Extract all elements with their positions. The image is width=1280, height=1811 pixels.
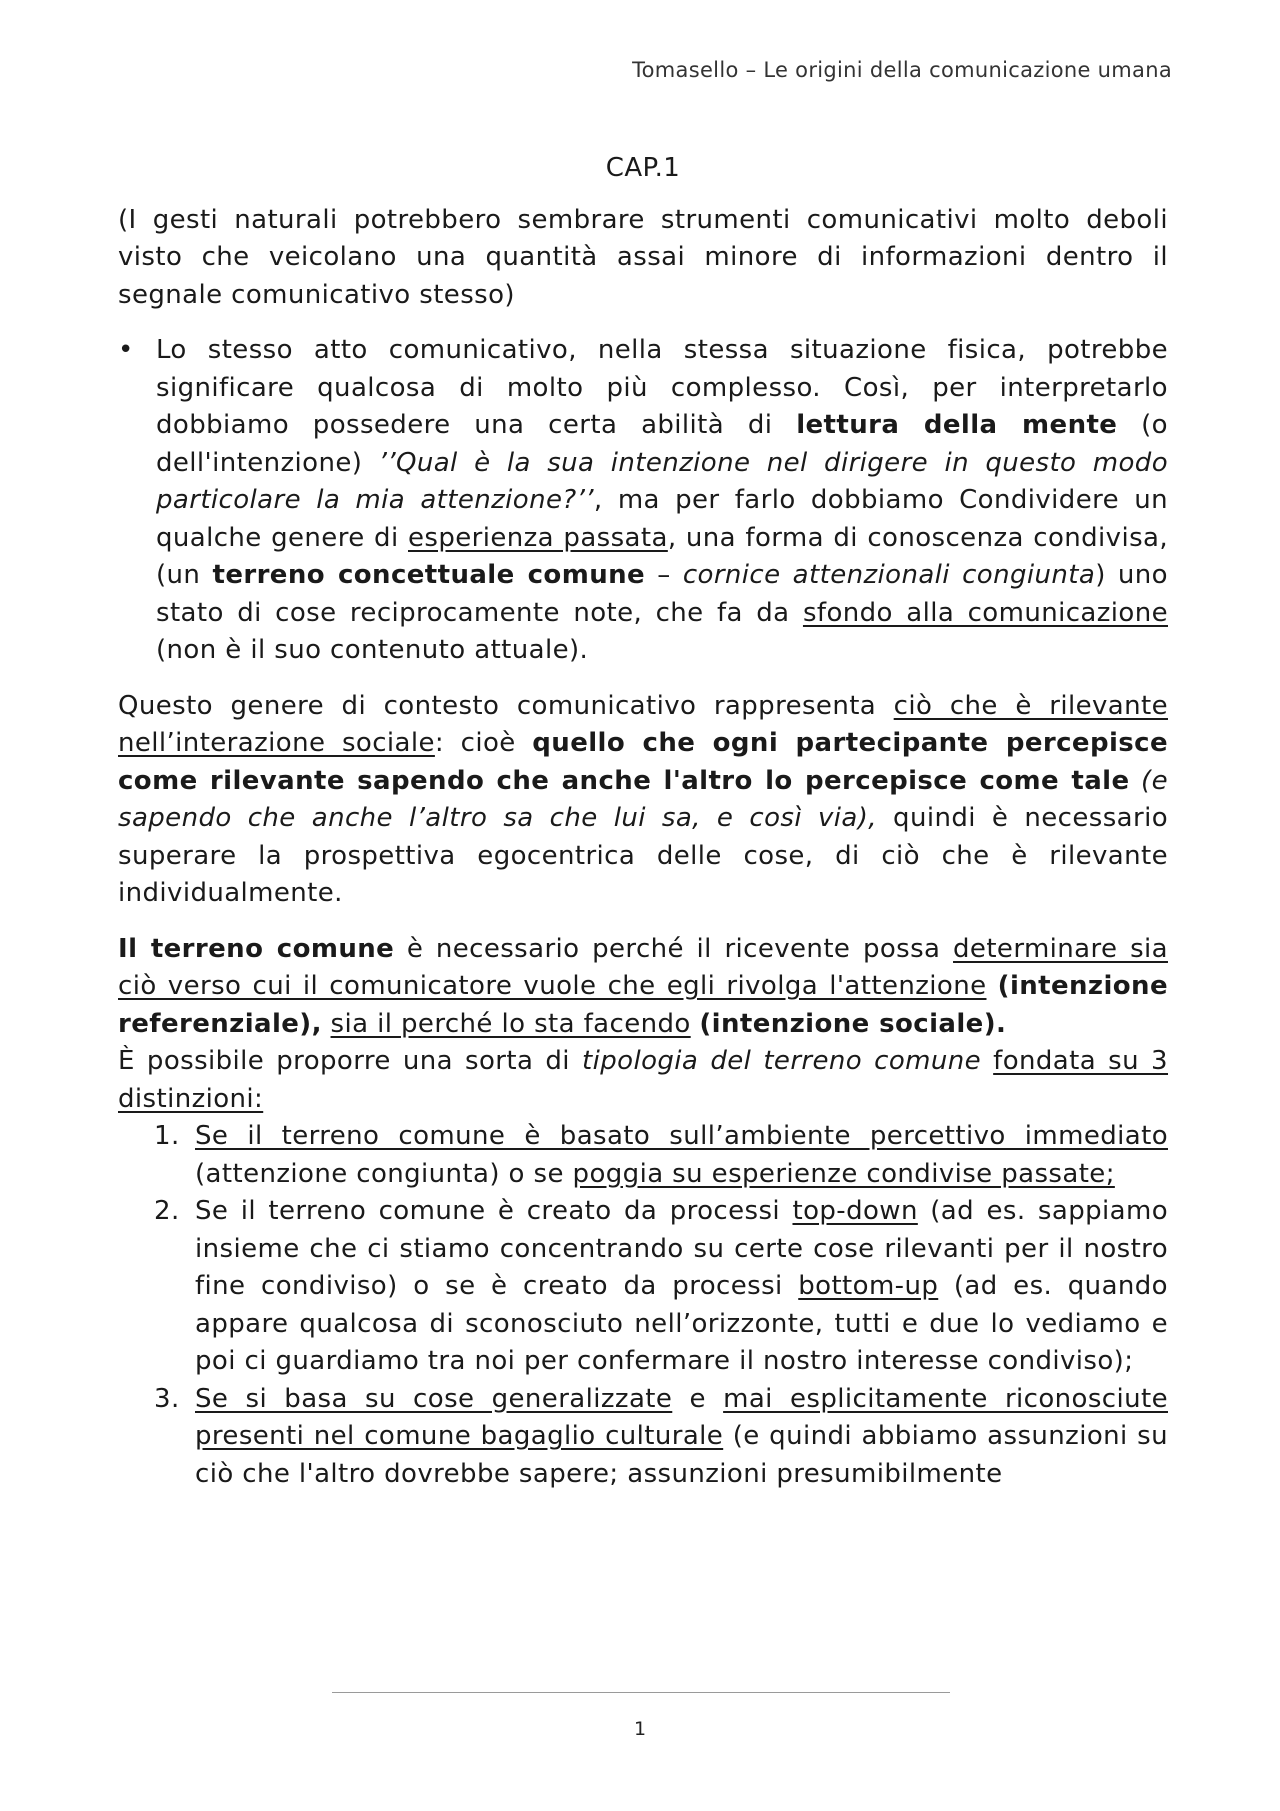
distinctions-list <box>118 1118 1168 1493</box>
common-ground-paragraph: Il terreno comune è necessario perché il ricevente possa determinare sia ciò verso cui il comunicatore vuole che egli rivolga l'attenzione (intenzione referenziale), sia il perché lo sta facendo (intenzione sociale). <box>118 933 1168 1039</box>
chapter-title: CAP.1 <box>605 153 681 183</box>
page-number: 1 <box>633 1718 647 1740</box>
running-header: Tomasello – Le origini della comunicazione umana <box>632 58 1172 82</box>
document-body <box>118 150 1168 1493</box>
list-item: 1. Se il terreno comune è basato sull’ambiente percettivo immediato (attenzione congiunta) o se poggia su esperienze condivise passate; <box>154 1121 1168 1189</box>
intro-paragraph: (I gesti naturali potrebbero sembrare strumenti comunicativi molto deboli visto che veicolano una quantità assai minore di informazioni dentro il segnale comunicativo stesso) <box>118 204 1168 310</box>
typology-paragraph: È possibile proporre una sorta di tipologia del terreno comune fondata su 3 distinzioni: <box>118 1046 1169 1114</box>
list-item: 2. Se il terreno comune è creato da processi top-down (ad es. sappiamo insieme che ci stiamo concentrando su certe cose rilevanti per il nostro fine condiviso) o se è creato da processi bottom-up (ad es. quando appare qualcosa di sconosciuto nell’orizzonte, tutti e due lo vediamo e poi ci guardiamo tra noi per confermare il nostro interesse condiviso); <box>154 1196 1169 1376</box>
relevance-paragraph: Questo genere di contesto comunicativo rappresenta ciò che è rilevante nell’interazione sociale: cioè quello che ogni partecipante percepisce come rilevante sapendo che anche l'altro lo percepisce come tale (e sapendo che anche l’altro sa che lui sa, e così via), quindi è necessario superare la prospettiva egocentrica delle cose, di ciò che è rilevante individualmente. <box>118 690 1169 908</box>
bullet-list <box>118 332 1168 670</box>
list-item: 3. Se si basa su cose generalizzate e mai esplicitamente riconosciute presenti nel comune bagaglio culturale (e quindi abbiamo assunzioni su ciò che l'altro dovrebbe sapere; assunzioni presumibilmente <box>154 1383 1168 1489</box>
footer-divider <box>332 1692 950 1693</box>
bullet-item: • Lo stesso atto comunicativo, nella stessa situazione fisica, potrebbe significare qualcosa di molto più complesso. Così, per interpretarlo dobbiamo possedere una certa abilità di lettura della mente (o dell'intenzione) ’’Qual è la sua intenzione nel dirigere in questo modo particolare la mia attenzione?’’, ma per farlo dobbiamo Condividere un qualche genere di esperienza passata, una forma di conoscenza condivisa, (un terreno concettuale comune – cornice attenzionali congiunta) uno stato di cose reciprocamente note, che fa da sfondo alla comunicazione (non è il suo contenuto attuale). <box>118 332 1168 670</box>
